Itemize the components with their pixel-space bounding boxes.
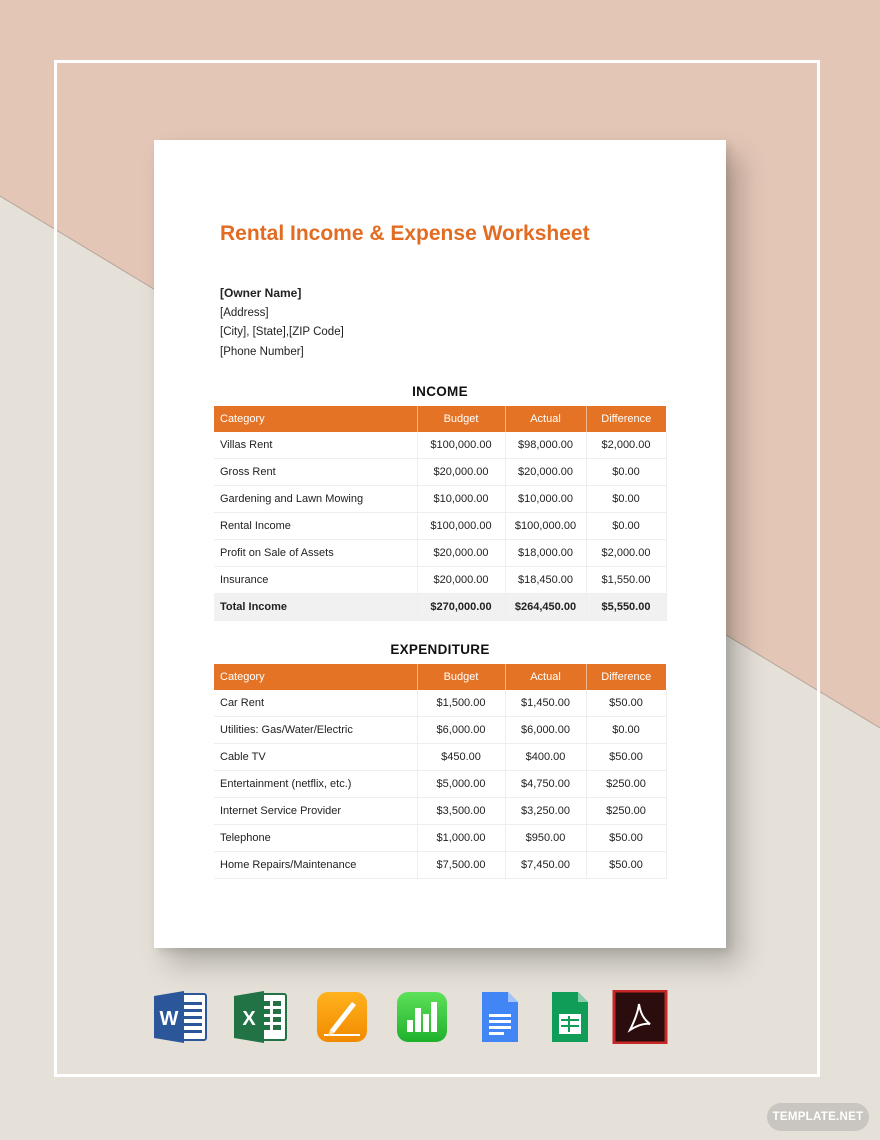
cell-budget: $1,500.00 [417, 690, 505, 717]
owner-name: [Owner Name] [220, 286, 302, 300]
cell-category: Car Rent [214, 690, 417, 717]
pages-icon[interactable] [314, 990, 370, 1044]
numbers-icon[interactable] [394, 990, 450, 1044]
template-net-watermark[interactable]: TEMPLATE.NET [767, 1103, 869, 1131]
cell-category: Total Income [214, 594, 417, 621]
google-docs-icon[interactable] [472, 990, 528, 1044]
cell-actual: $20,000.00 [505, 459, 586, 486]
cell-actual: $3,250.00 [505, 798, 586, 825]
cell-difference: $50.00 [586, 825, 666, 852]
cell-actual: $6,000.00 [505, 717, 586, 744]
cell-actual: $400.00 [505, 744, 586, 771]
cell-category: Home Repairs/Maintenance [214, 852, 417, 879]
cell-budget: $100,000.00 [417, 432, 505, 459]
excel-icon-letter: X [242, 1008, 256, 1030]
table-row [214, 690, 666, 717]
cell-budget: $450.00 [417, 744, 505, 771]
cell-budget: $1,000.00 [417, 825, 505, 852]
cell-difference: $0.00 [586, 717, 666, 744]
cell-category: Gross Rent [214, 459, 417, 486]
cell-budget: $5,000.00 [417, 771, 505, 798]
cell-budget: $20,000.00 [417, 459, 505, 486]
cell-category: Cable TV [214, 744, 417, 771]
document-title: Rental Income & Expense Worksheet [220, 222, 590, 245]
cell-difference: $2,000.00 [586, 540, 666, 567]
cell-category: Telephone [214, 825, 417, 852]
google-sheets-icon[interactable] [542, 990, 598, 1044]
owner-phone: [Phone Number] [220, 345, 304, 358]
cell-difference: $250.00 [586, 771, 666, 798]
cell-difference: $0.00 [586, 513, 666, 540]
cell-actual: $7,450.00 [505, 852, 586, 879]
cell-budget: $270,000.00 [417, 594, 505, 621]
cell-difference: $50.00 [586, 744, 666, 771]
column-header-actual: Actual [505, 406, 586, 432]
table-row [214, 432, 666, 459]
cell-budget: $10,000.00 [417, 486, 505, 513]
table-row [214, 852, 666, 879]
cell-actual: $98,000.00 [505, 432, 586, 459]
cell-actual: $4,750.00 [505, 771, 586, 798]
cell-budget: $3,500.00 [417, 798, 505, 825]
income-header-row [214, 406, 666, 432]
table-row [214, 744, 666, 771]
cell-budget: $20,000.00 [417, 540, 505, 567]
table-row [214, 798, 666, 825]
cell-category: Internet Service Provider [214, 798, 417, 825]
column-header-category: Category [214, 406, 417, 432]
expenditure-header-row [214, 664, 666, 690]
expenditure-table [214, 664, 667, 879]
table-row [214, 513, 666, 540]
owner-address: [Address] [220, 306, 269, 319]
cell-actual: $100,000.00 [505, 513, 586, 540]
cell-difference: $250.00 [586, 798, 666, 825]
app-format-icons [150, 990, 670, 1046]
cell-category: Profit on Sale of Assets [214, 540, 417, 567]
cell-difference: $50.00 [586, 852, 666, 879]
table-row [214, 540, 666, 567]
cell-category: Villas Rent [214, 432, 417, 459]
cell-category: Rental Income [214, 513, 417, 540]
table-row [214, 486, 666, 513]
column-header-difference: Difference [586, 664, 666, 690]
owner-city-line: [City], [State],[ZIP Code] [220, 326, 344, 339]
column-header-budget: Budget [417, 406, 505, 432]
column-header-budget: Budget [417, 664, 505, 690]
cell-category: Insurance [214, 567, 417, 594]
income-table [214, 406, 667, 621]
cell-category: Entertainment (netflix, etc.) [214, 771, 417, 798]
cell-budget: $20,000.00 [417, 567, 505, 594]
excel-icon[interactable] [232, 990, 288, 1044]
cell-budget: $7,500.00 [417, 852, 505, 879]
cell-difference: $0.00 [586, 459, 666, 486]
cell-category: Utilities: Gas/Water/Electric [214, 717, 417, 744]
column-header-actual: Actual [505, 664, 586, 690]
cell-difference: $5,550.00 [586, 594, 666, 621]
column-header-category: Category [214, 664, 417, 690]
table-row [214, 825, 666, 852]
income-heading: INCOME [412, 384, 468, 399]
table-row [214, 567, 666, 594]
cell-actual: $10,000.00 [505, 486, 586, 513]
cell-difference: $0.00 [586, 486, 666, 513]
total-income-row [214, 594, 666, 621]
expenditure-heading: EXPENDITURE [390, 642, 490, 657]
cell-budget: $6,000.00 [417, 717, 505, 744]
cell-budget: $100,000.00 [417, 513, 505, 540]
cell-actual: $1,450.00 [505, 690, 586, 717]
table-row [214, 771, 666, 798]
cell-difference: $2,000.00 [586, 432, 666, 459]
table-row [214, 717, 666, 744]
cell-actual: $950.00 [505, 825, 586, 852]
acrobat-pdf-icon[interactable] [612, 990, 668, 1044]
word-icon[interactable] [152, 990, 208, 1044]
owner-block [220, 284, 344, 362]
cell-actual: $18,450.00 [505, 567, 586, 594]
document-page [154, 140, 726, 948]
cell-actual: $264,450.00 [505, 594, 586, 621]
cell-actual: $18,000.00 [505, 540, 586, 567]
cell-difference: $1,550.00 [586, 567, 666, 594]
word-icon-letter: W [159, 1008, 179, 1030]
column-header-difference: Difference [586, 406, 666, 432]
table-row [214, 459, 666, 486]
cell-difference: $50.00 [586, 690, 666, 717]
cell-category: Gardening and Lawn Mowing [214, 486, 417, 513]
